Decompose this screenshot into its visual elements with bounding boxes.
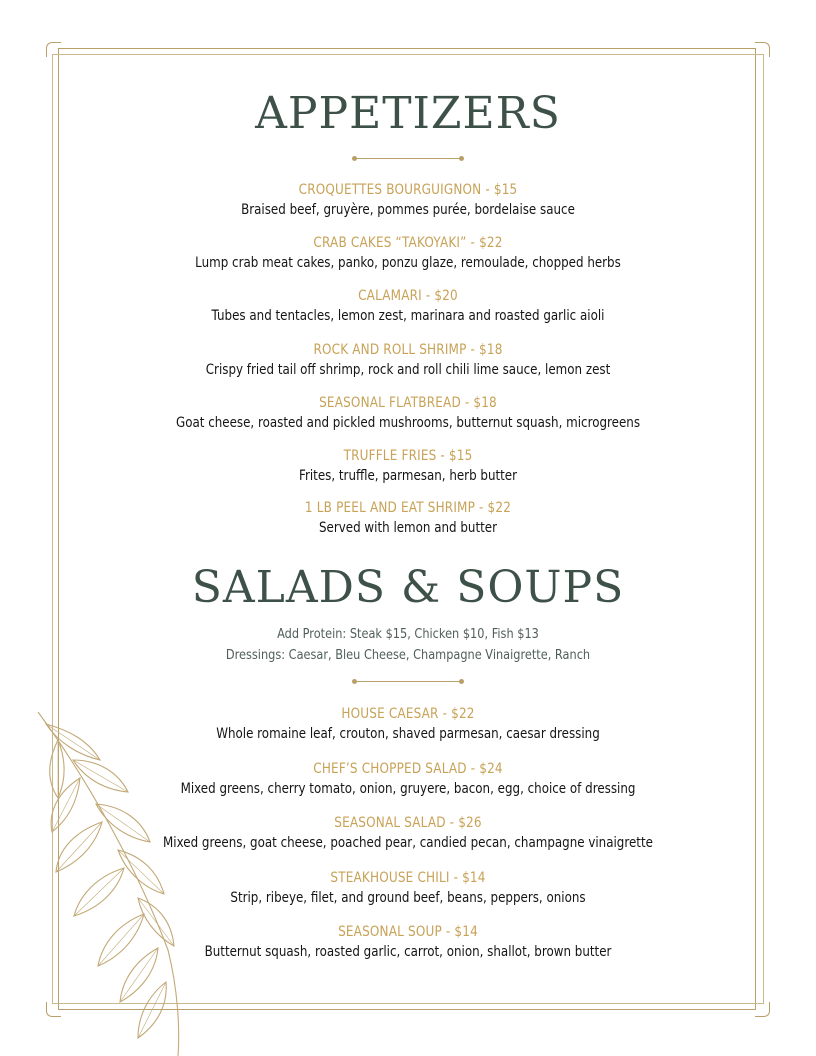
protein-note: Add Protein: Steak $15, Chicken $10, Fish $13 bbox=[277, 626, 539, 642]
item-description: Frites, truffle, parmesan, herb butter bbox=[298, 468, 518, 484]
item-description: Lump crab meat cakes, panko, ponzu glaze, remoulade, chopped herbs bbox=[195, 255, 621, 271]
item-name: STEAKHOUSE CHILI - $14 bbox=[330, 870, 486, 886]
item-description: Mixed greens, goat cheese, poached pear, candied pecan, champagne vinaigrette bbox=[163, 835, 653, 851]
item-description: Served with lemon and butter bbox=[319, 520, 497, 536]
corner-ornament bbox=[755, 42, 770, 57]
item-description: Strip, ribeye, filet, and ground beef, beans, peppers, onions bbox=[230, 890, 586, 906]
item-description: Whole romaine leaf, crouton, shaved parmesan, caesar dressing bbox=[216, 726, 600, 742]
item-description: Tubes and tentacles, lemon zest, marinara and roasted garlic aioli bbox=[211, 308, 605, 324]
item-name: CHEF’S CHOPPED SALAD - $24 bbox=[313, 761, 503, 777]
item-name: SEASONAL FLATBREAD - $18 bbox=[319, 395, 497, 411]
item-name: TRUFFLE FRIES - $15 bbox=[343, 448, 473, 464]
menu-item bbox=[60, 446, 756, 486]
dressings-note: Dressings: Caesar, Bleu Cheese, Champagne Vinaigrette, Ranch bbox=[225, 647, 591, 663]
item-description: Butternut squash, roasted garlic, carrot, onion, shallot, brown butter bbox=[204, 944, 612, 960]
item-description: Braised beef, gruyère, pommes purée, bordelaise sauce bbox=[241, 202, 575, 218]
menu-item bbox=[60, 340, 756, 380]
palm-leaf-icon bbox=[18, 700, 218, 1056]
menu-item bbox=[60, 498, 756, 538]
corner-ornament bbox=[755, 1002, 770, 1017]
item-name: HOUSE CAESAR - $22 bbox=[341, 706, 475, 722]
salads-soups-title: SALADS & SOUPS bbox=[191, 562, 625, 613]
item-name: 1 LB PEEL AND EAT SHRIMP - $22 bbox=[304, 500, 512, 516]
item-description: Goat cheese, roasted and pickled mushrooms, butternut squash, microgreens bbox=[175, 415, 641, 431]
item-description: Crispy fried tail off shrimp, rock and roll chili lime sauce, lemon zest bbox=[205, 362, 611, 378]
item-name: CALAMARI - $20 bbox=[358, 288, 458, 304]
item-name: CRAB CAKES “TAKOYAKI” - $22 bbox=[313, 235, 503, 251]
item-name: SEASONAL SOUP - $14 bbox=[338, 924, 478, 940]
item-name: SEASONAL SALAD - $26 bbox=[334, 815, 482, 831]
menu-item bbox=[60, 286, 756, 326]
menu-item bbox=[60, 233, 756, 273]
item-name: CROQUETTES BOURGUIGNON - $15 bbox=[298, 182, 518, 198]
item-description: Mixed greens, cherry tomato, onion, gruyere, bacon, egg, choice of dressing bbox=[180, 781, 636, 797]
corner-ornament bbox=[46, 42, 61, 57]
item-name: ROCK AND ROLL SHRIMP - $18 bbox=[313, 342, 503, 358]
menu-item bbox=[60, 393, 756, 433]
appetizers-title: APPETIZERS bbox=[255, 88, 561, 139]
menu-item bbox=[60, 180, 756, 220]
divider bbox=[352, 677, 464, 686]
divider bbox=[352, 154, 464, 163]
